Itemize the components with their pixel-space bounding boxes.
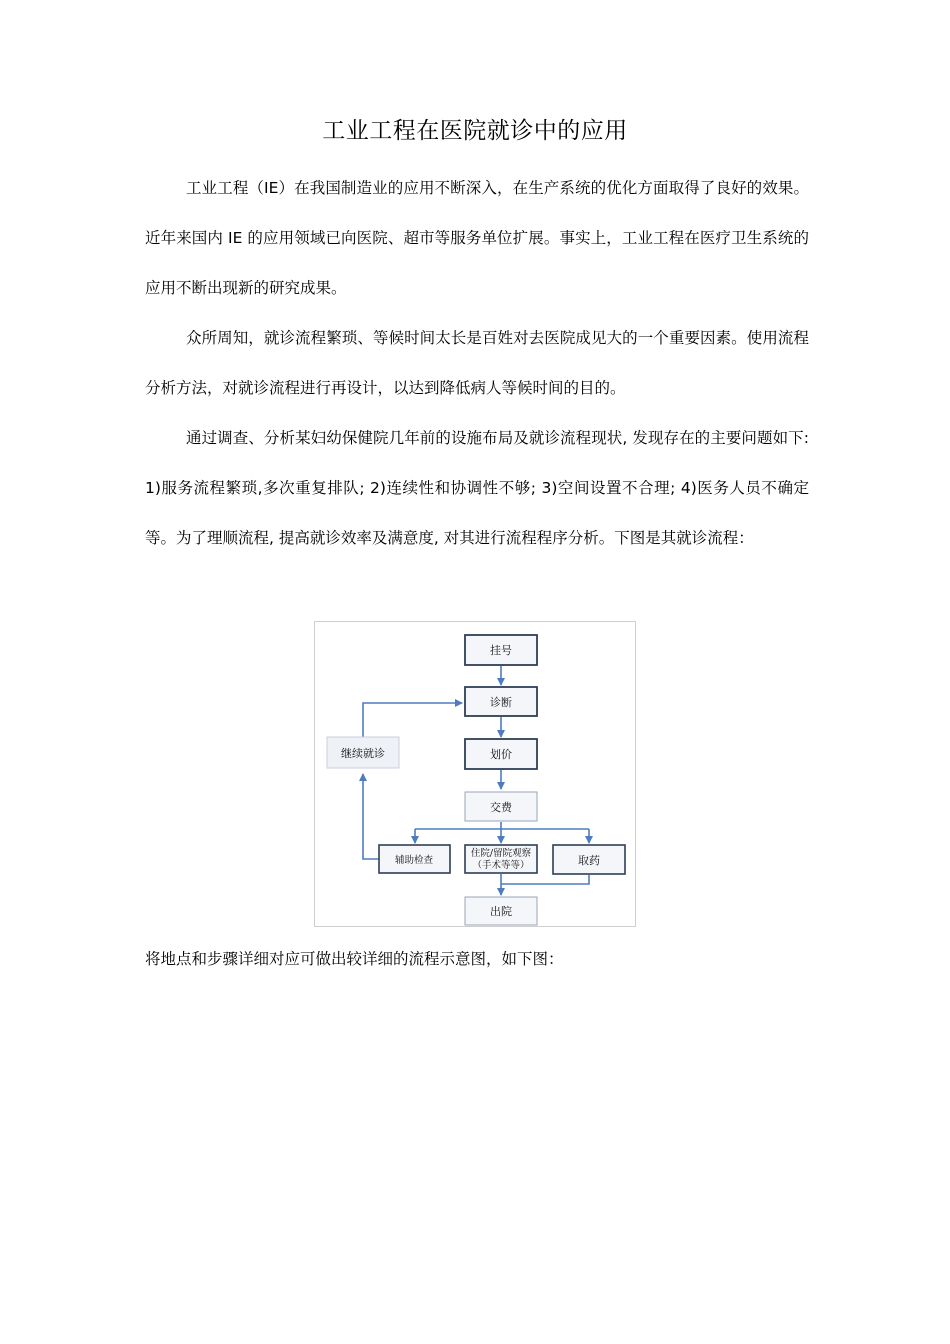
node-hospitalization [465, 845, 537, 873]
node-payment [465, 792, 537, 821]
node-registration-label: 挂号 [490, 644, 512, 657]
node-continue-treatment [327, 737, 399, 768]
intro-paragraph: 工业工程（IE）在我国制造业的应用不断深入，在生产系统的优化方面取得了良好的效果。近年来国内 IE 的应用领域已向医院、超市等服务单位扩展。事实上，工业工程在医疗卫生系统的应用不断出现新的研究成果。 [145, 179, 809, 297]
node-pricing [465, 739, 537, 769]
clinic-flowchart [314, 621, 636, 927]
node-continue-label: 继续就诊 [341, 747, 385, 760]
page-title: 工业工程在医院就诊中的应用 [322, 118, 628, 144]
return-line-continue [363, 703, 462, 742]
node-pricing-label: 划价 [490, 748, 512, 761]
return-line-auxiliary [363, 774, 379, 859]
node-registration [465, 635, 537, 665]
node-hospitalization-label-1: 住院/留院观察 [470, 848, 532, 859]
node-diagnosis-label: 诊断 [490, 696, 512, 709]
analysis-paragraph: 通过调查、分析某妇幼保健院几年前的设施布局及就诊流程现状, 发现存在的主要问题如下: 1)服务流程繁琐,多次重复排队; 2)连续性和协调性不够; 3)空间设置不合理; 4)医务人员不确定等。为了理顺流程, 提高就诊效率及满意度, 对其进行流程程序分析。下图是其就诊流程： [145, 429, 809, 547]
node-discharge [465, 897, 537, 925]
closing-paragraph: 将地点和步骤详细对应可做出较详细的流程示意图，如下图： [145, 950, 564, 968]
node-hospitalization-label-2: （手术等等） [472, 860, 530, 871]
node-payment-label: 交费 [490, 801, 512, 814]
node-diagnosis [465, 687, 537, 716]
problem-paragraph: 众所周知，就诊流程繁琐、等候时间太长是百姓对去医院成见大的一个重要因素。使用流程分析方法，对就诊流程进行再设计，以达到降低病人等候时间的目的。 [145, 329, 809, 397]
node-medicine-label: 取药 [578, 854, 600, 867]
connector-medicine-join [501, 875, 589, 884]
node-auxiliary-exam [379, 845, 450, 873]
node-get-medicine [553, 845, 625, 874]
node-auxiliary-label: 辅助检查 [394, 855, 434, 866]
node-discharge-label: 出院 [490, 905, 512, 918]
